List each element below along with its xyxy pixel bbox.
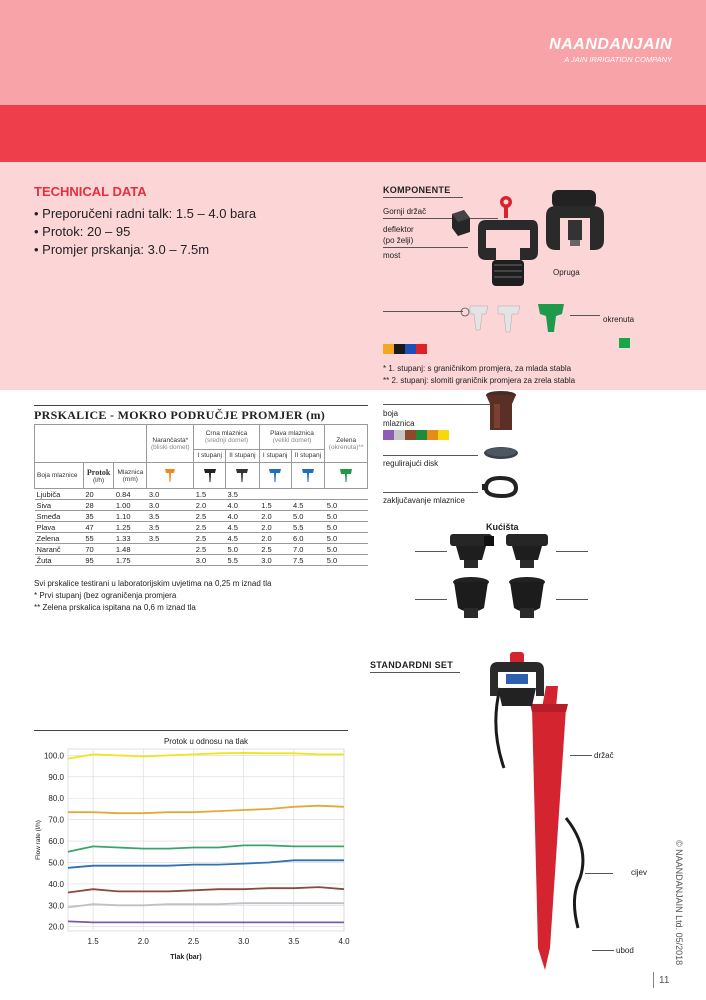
x-tick-label: 2.5 [187, 937, 200, 946]
head-green: Zelena [336, 436, 357, 444]
housing-icon [453, 577, 489, 618]
series-line [68, 921, 344, 922]
deflector-label: deflektor [383, 225, 414, 234]
nozzle-color-swatches [383, 430, 449, 440]
head-black: Crna mlaznica [205, 429, 248, 437]
table-note: * Prvi stupanj (bez ograničenja promjera [34, 591, 177, 600]
head-nozzle-unit: (mm) [122, 475, 138, 483]
standard-set-rule [370, 672, 460, 673]
head-flow: Protok [86, 467, 111, 477]
housing-leader [415, 599, 447, 600]
nozzle-parts-illustration [478, 390, 528, 505]
housing-title: Kućišta [486, 522, 519, 532]
holder-leader [570, 755, 592, 756]
lock-label: zaključavanje mlaznice [383, 496, 465, 505]
series-line [68, 753, 344, 759]
components-note-1: * 1. stupanj: s graničnikom promjera, za mlada stabla [383, 364, 572, 373]
top-holder-icon [500, 196, 512, 218]
brand-logo [540, 36, 672, 64]
table-note: Svi prskalice testirani u laboratorijskim uvjetima na 0,25 m iznad tla [34, 579, 272, 588]
housing-icon [506, 534, 548, 568]
swatch-purple [383, 430, 394, 440]
x-tick-label: 3.5 [288, 937, 300, 946]
series-line [68, 860, 344, 868]
table-row: Naranč 70 1.48 2.5 5.0 2.5 7.0 5.0 [35, 544, 368, 555]
housing-icon [509, 577, 545, 618]
head-stage: II stupanj [291, 449, 325, 462]
nozzle-color-label: boja [383, 409, 399, 418]
blue-nozzle-icon [268, 467, 282, 483]
nozzle-icons [461, 304, 564, 332]
table-row: Žuta 95 1.75 3.0 5.5 3.0 7.5 5.0 [35, 555, 368, 566]
table-notes [34, 578, 271, 614]
brand-name: NAANDANJAIN [549, 36, 672, 53]
table-note: ** Zelena prskalica ispitana na 0,6 m iznad tla [34, 603, 196, 612]
black-nozzle-icon [235, 467, 249, 483]
head-blue-sub: (veliki domet) [272, 436, 312, 444]
copyright: © NAANDANJAIN Ltd. 05/2018 [674, 840, 684, 966]
spec-table [34, 424, 368, 566]
technical-item: • Protok: 20 – 95 [34, 224, 131, 239]
disk-leader [383, 455, 478, 456]
series-line [68, 806, 344, 814]
swatch-green [619, 338, 630, 348]
deflector-icon [452, 210, 470, 236]
standard-stake-label: ubod [616, 946, 634, 955]
deflector-label-sub: (po želji) [383, 236, 414, 245]
components-note-2: ** 2. stupanj: slomiti graničnik promjera za zrela stabla [383, 376, 576, 385]
swatch-yellow [438, 430, 449, 440]
lock-icon [482, 478, 516, 496]
table-row: Siva 28 1.00 3.0 2.0 4.0 1.5 4.5 5.0 [35, 500, 368, 511]
holder-label: Gornji držač [383, 207, 427, 216]
head-blue: Plava mlaznica [270, 429, 314, 437]
orange-nozzle-icon [164, 467, 176, 483]
head-nozzle: Mlaznica [117, 468, 144, 476]
swatch-orange [427, 430, 438, 440]
head-green-sub: (okrenuta)** [328, 443, 364, 451]
series-line [68, 887, 344, 892]
technical-list [34, 205, 256, 259]
nozzle-body-icon [486, 391, 516, 430]
technical-item: • Promjer prskanja: 3.0 – 7.5m [34, 242, 210, 257]
technical-item: • Preporučeni radni talk: 1.5 – 4.0 bara [34, 206, 257, 221]
swatch-brown [405, 430, 416, 440]
series-line [68, 845, 344, 851]
housings-illustration [448, 530, 558, 630]
head-color: Boja mlaznice [35, 463, 84, 489]
black-nozzle-icon [203, 467, 217, 483]
head-orange: Narančasta* [152, 436, 189, 444]
page-number-bar [653, 972, 654, 988]
y-axis-label: Flow rate (l/h) [35, 820, 42, 860]
head-black-sub: (srednji domet) [204, 436, 249, 444]
head-stage: II stupanj [226, 449, 260, 462]
swatch-green [416, 430, 427, 440]
y-tick-label: 50.0 [48, 858, 64, 868]
stake-leader [592, 950, 614, 951]
page-number: 11 [659, 975, 670, 986]
swatch-red [416, 344, 427, 354]
table-rule [34, 405, 368, 406]
disk-icon [484, 447, 518, 459]
swatch-black [394, 344, 405, 354]
y-tick-label: 40.0 [48, 879, 64, 889]
tube-leader [585, 873, 613, 874]
spring-icon [546, 190, 604, 250]
chart-title: Protok u odnosu na tlak [163, 737, 249, 746]
table-row: Plava 47 1.25 3.5 2.5 4.5 2.0 5.5 5.0 [35, 522, 368, 533]
head-stage: I stupanj [259, 449, 291, 462]
y-tick-label: 70.0 [48, 815, 64, 825]
bridge-label: most [383, 251, 401, 260]
standard-tube-label: cijev [631, 868, 648, 877]
table-row: Ljubiča 20 0.84 3.0 1.5 3.5 [35, 489, 368, 500]
stake-icon [530, 686, 568, 970]
x-tick-label: 2.0 [137, 937, 149, 946]
y-tick-label: 20.0 [48, 922, 64, 932]
reversed-label: okrenuta [603, 315, 635, 324]
standard-set-title: STANDARDNI SET [370, 660, 454, 670]
x-tick-label: 1.5 [87, 937, 99, 946]
table-title: PRSKALICE - MOKRO PODRUČJE PROMJER (m) [34, 408, 326, 422]
swatch-grey [394, 430, 405, 440]
y-tick-label: 60.0 [48, 837, 64, 847]
housing-leader [556, 599, 588, 600]
housing-icon [450, 534, 494, 568]
y-tick-label: 90.0 [48, 772, 64, 782]
table-row: Zelena 55 1.33 3.5 2.5 4.5 2.0 6.0 5.0 [35, 533, 368, 544]
accent-band [0, 105, 706, 162]
swatch-blue [405, 344, 416, 354]
technical-title: TECHNICAL DATA [34, 184, 147, 199]
standard-holder-label: držač [594, 751, 614, 760]
housing-leader [556, 551, 588, 552]
flow-pressure-chart [34, 735, 348, 965]
standard-set-illustration [470, 648, 600, 973]
green-nozzle-icon [339, 467, 353, 483]
components-illustration [440, 190, 620, 345]
bridge-icon [478, 220, 538, 286]
blue-nozzle-icon [301, 467, 315, 483]
table-row: Smeđa 35 1.10 3.5 2.5 4.0 2.0 5.0 5.0 [35, 511, 368, 522]
head-orange-sub: (bliski domet) [150, 443, 190, 451]
spring-label: Opruga [553, 268, 580, 277]
lock-leader [383, 492, 478, 493]
swatch-orange [383, 344, 394, 354]
head-stage: I stupanj [194, 449, 226, 462]
y-tick-label: 100.0 [43, 751, 64, 761]
housing-leader [415, 551, 447, 552]
nozzle-swatches-left [383, 344, 427, 354]
components-title: KOMPONENTE [383, 185, 451, 195]
x-tick-label: 3.0 [238, 937, 250, 946]
x-tick-label: 4.0 [338, 937, 350, 946]
chart-title-rule [34, 730, 348, 731]
y-tick-label: 80.0 [48, 794, 64, 804]
x-axis-label: Tlak (bar) [170, 954, 202, 961]
nozzle-color-label-sub: mlaznica [383, 419, 415, 428]
brand-tagline: A JAIN IRRIGATION COMPANY [564, 55, 672, 64]
y-tick-label: 30.0 [48, 901, 64, 911]
head-flow-unit: (l/h) [93, 476, 105, 484]
disk-label: regulirajući disk [383, 459, 439, 468]
